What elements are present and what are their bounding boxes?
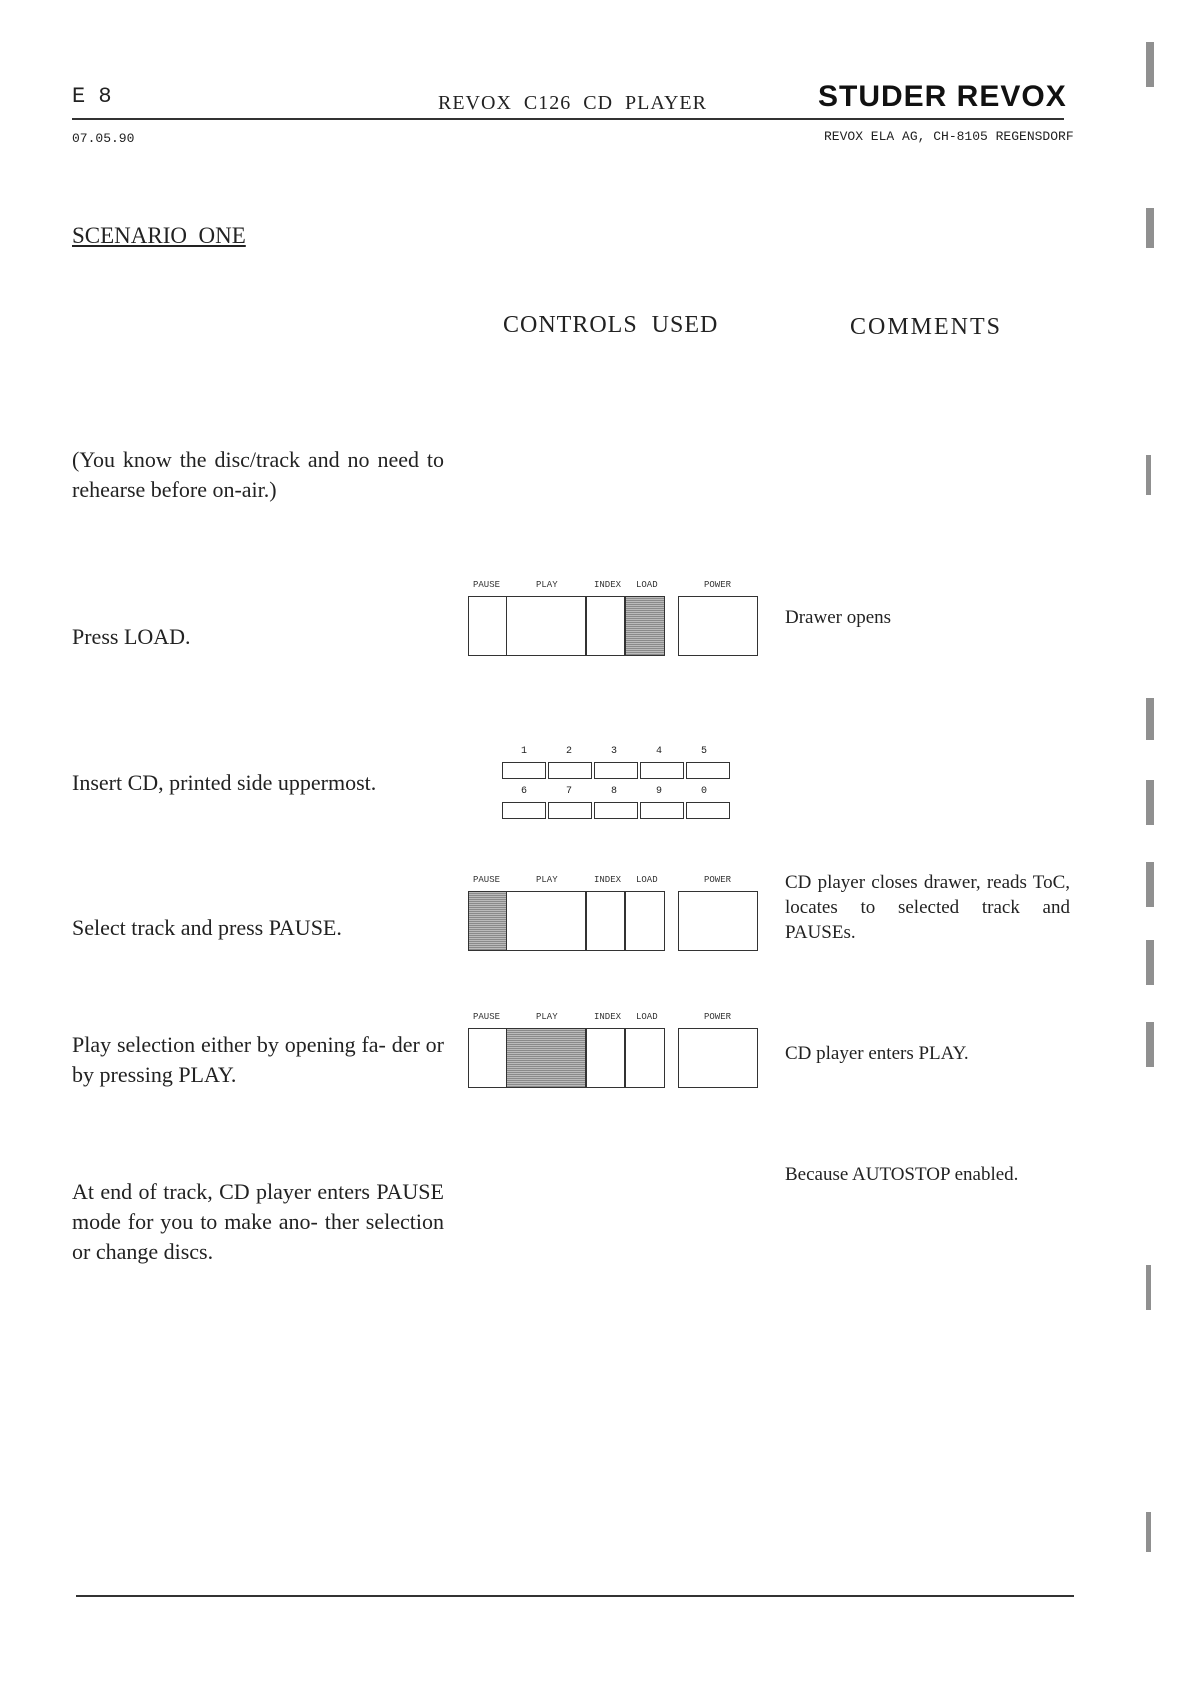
key-label-2: 2 [566, 746, 573, 757]
scan-artifact [1146, 1512, 1151, 1552]
scan-artifact [1146, 1022, 1154, 1067]
pause-button [468, 596, 507, 656]
step-5-text: At end of track, CD player enters PAUSE mode for you to make ano- ther selection or change discs. [72, 1179, 444, 1264]
scenario-title: SCENARIO ONE [72, 223, 246, 248]
index-button [586, 596, 625, 656]
key-3 [594, 762, 638, 779]
index-button [586, 1028, 625, 1088]
control-panel-step-1 [468, 580, 764, 656]
key-label-9: 9 [656, 786, 663, 797]
step-4-comment: CD player enters PLAY. [785, 1043, 969, 1064]
power-button [678, 596, 758, 656]
load-button [625, 891, 665, 951]
label-play: PLAY [536, 580, 558, 590]
key-4 [640, 762, 684, 779]
company-address: REVOX ELA AG, CH-8105 REGENSDORF [824, 129, 1074, 144]
label-play: PLAY [536, 1012, 558, 1022]
brand-logo: STUDER REVOX [818, 80, 1067, 113]
key-label-8: 8 [611, 786, 618, 797]
scan-artifact [1146, 1265, 1151, 1310]
control-panel-step-3 [468, 875, 764, 951]
pause-button [468, 1028, 507, 1088]
scan-artifact [1146, 698, 1154, 740]
control-panel-step-4 [468, 1012, 764, 1088]
label-power: POWER [704, 580, 732, 590]
page-number: E 8 [72, 84, 112, 109]
key-0 [686, 802, 730, 819]
header-rule [72, 118, 1064, 120]
label-pause: PAUSE [473, 580, 501, 590]
key-2 [548, 762, 592, 779]
load-button [625, 1028, 665, 1088]
label-power: POWER [704, 875, 732, 885]
key-label-1: 1 [521, 746, 528, 757]
step-2-text: Insert CD, printed side uppermost. [72, 770, 377, 795]
scan-artifact [1146, 455, 1151, 495]
key-label-4: 4 [656, 746, 663, 757]
controls-used-heading: CONTROLS USED [503, 312, 719, 338]
label-load: LOAD [636, 875, 658, 885]
label-index: INDEX [594, 875, 622, 885]
key-label-0: 0 [701, 786, 708, 797]
scan-artifact [1146, 862, 1154, 907]
label-pause: PAUSE [473, 1012, 501, 1022]
label-index: INDEX [594, 1012, 622, 1022]
scan-artifact [1146, 940, 1154, 985]
document-title: REVOX C126 CD PLAYER [438, 92, 707, 114]
step-3-text: Select track and press PAUSE. [72, 915, 342, 940]
key-1 [502, 762, 546, 779]
key-label-3: 3 [611, 746, 618, 757]
scan-artifact [1146, 780, 1154, 825]
step-1-comment: Drawer opens [785, 607, 892, 628]
play-button-pressed [506, 1028, 586, 1088]
power-button [678, 891, 758, 951]
key-8 [594, 802, 638, 819]
comments-heading: COMMENTS [850, 314, 1003, 340]
step-1-text: Press LOAD. [72, 624, 191, 649]
key-label-7: 7 [566, 786, 573, 797]
label-power: POWER [704, 1012, 732, 1022]
index-button [586, 891, 625, 951]
key-5 [686, 762, 730, 779]
key-label-5: 5 [701, 746, 708, 757]
key-9 [640, 802, 684, 819]
pause-button-pressed [468, 891, 507, 951]
key-7 [548, 802, 592, 819]
scan-artifact [1146, 208, 1154, 248]
load-button-pressed [625, 596, 665, 656]
intro-text: (You know the disc/track and no need to rehearse before on-air.) [72, 447, 444, 502]
key-6 [502, 802, 546, 819]
label-pause: PAUSE [473, 875, 501, 885]
label-index: INDEX [594, 580, 622, 590]
numeric-keypad [502, 746, 742, 822]
footer-rule [76, 1595, 1074, 1597]
power-button [678, 1028, 758, 1088]
step-3-comment: CD player closes drawer, reads ToC, locates to selected track and PAUSEs. [785, 872, 1070, 943]
step-4-text: Play selection either by opening fa- der or by pressing PLAY. [72, 1032, 444, 1087]
document-date: 07.05.90 [72, 131, 135, 146]
step-5-comment: Because AUTOSTOP enabled. [785, 1164, 1019, 1185]
play-button [506, 891, 586, 951]
label-load: LOAD [636, 1012, 658, 1022]
play-button [506, 596, 586, 656]
key-label-6: 6 [521, 786, 528, 797]
label-play: PLAY [536, 875, 558, 885]
scan-artifact [1146, 42, 1154, 87]
label-load: LOAD [636, 580, 658, 590]
